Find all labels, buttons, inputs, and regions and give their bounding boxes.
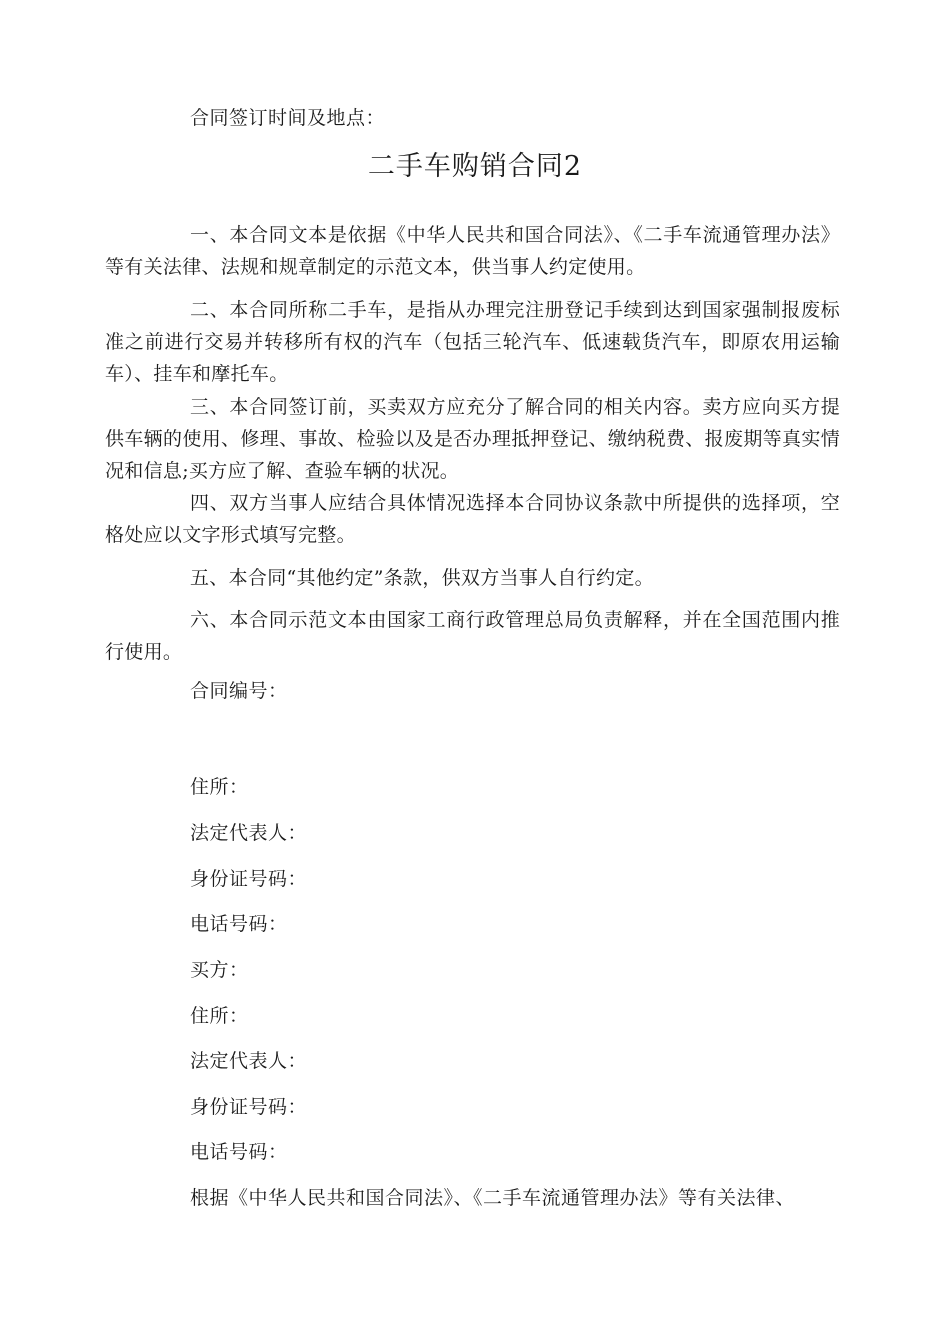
clause-paragraph-5: 五、本合同“其他约定”条款，供双方当事人自行约定。: [190, 567, 654, 589]
closing-text-line: 根据《中华人民共和国合同法》、《二手车流通管理办法》等有关法律、: [190, 1187, 796, 1209]
contract-number-label: 合同编号：: [190, 680, 288, 702]
clause-paragraph-1: 一、本合同文本是依据《中华人民共和国合同法》、《二手车流通管理办法》等有关法律、法规和规章制定的示范文本，供当事人约定使用。: [105, 224, 840, 278]
clause-paragraph-4: 四、双方当事人应结合具体情况选择本合同协议条款中所提供的选择项，空格处应以文字形式填写完整。: [105, 492, 840, 546]
document-title: 二手车购销合同2: [367, 151, 583, 182]
seller-id-label: 身份证号码：: [190, 868, 308, 890]
seller-legal-rep-label: 法定代表人：: [190, 822, 308, 844]
signing-time-place-label: 合同签订时间及地点：: [190, 107, 386, 129]
clause-paragraph-2: 二、本合同所称二手车，是指从办理完注册登记手续到达到国家强制报废标准之前进行交易并转移所有权的汽车（包括三轮汽车、低速载货汽车，即原农用运输车）、挂车和摩托车。: [105, 299, 840, 385]
seller-phone-label: 电话号码：: [190, 913, 288, 935]
seller-address-label: 住所：: [190, 776, 249, 798]
clause-paragraph-6: 六、本合同示范文本由国家工商行政管理总局负责解释，并在全国范围内推行使用。: [105, 609, 840, 663]
clause-paragraph-3: 三、本合同签订前，买卖双方应充分了解合同的相关内容。卖方应向买方提供车辆的使用、修理、事故、检验以及是否办理抵押登记、缴纳税费、报废期等真实情况和信息;买方应了解、查验车辆的状况。: [105, 396, 840, 482]
buyer-id-label: 身份证号码：: [190, 1096, 308, 1118]
buyer-label: 买方：: [190, 959, 249, 981]
buyer-phone-label: 电话号码：: [190, 1141, 288, 1163]
buyer-legal-rep-label: 法定代表人：: [190, 1050, 308, 1072]
buyer-address-label: 住所：: [190, 1005, 249, 1027]
